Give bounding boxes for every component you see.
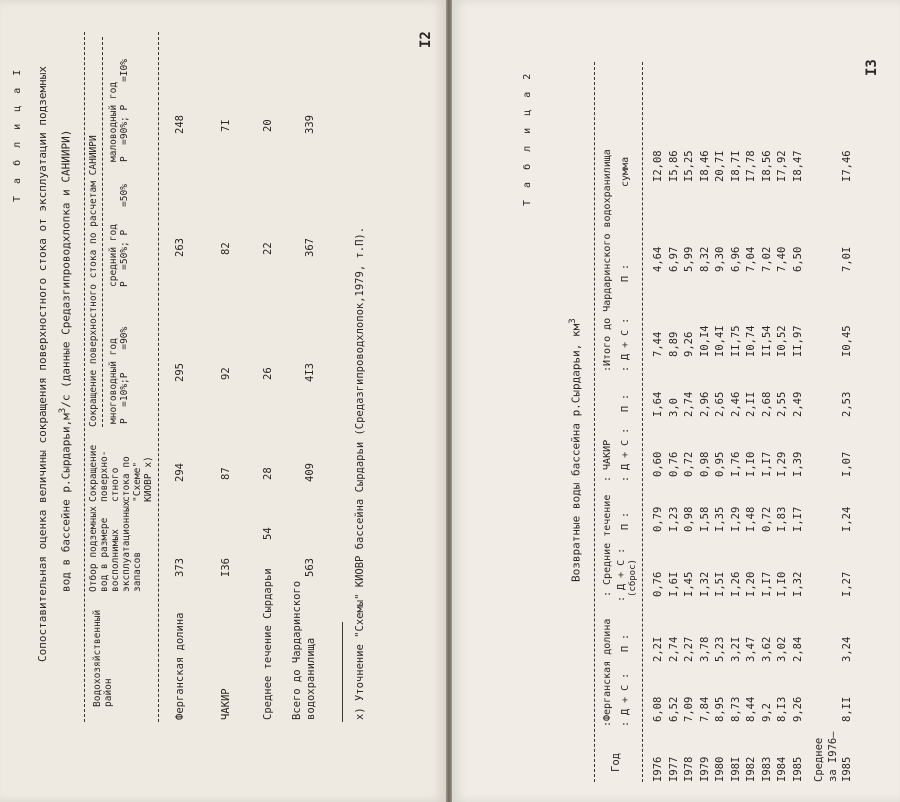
table2-avg-m-dc: I,27 [841, 571, 853, 597]
table2-title: Возвратные воды бассейна р.Сырдарьи, $км^3$ [568, 318, 583, 582]
table2-cell-m-dc: I,32 [791, 571, 804, 597]
table1-row3-name: Среднее течение Сырдарьи [262, 568, 274, 720]
table2-cell-c-dc: I,76 [729, 451, 742, 477]
table1-row1-dry: 248 [174, 115, 186, 134]
table2-cell-m-p: I,I7 [791, 506, 804, 532]
table2-cell-t-dc: II,54 [760, 325, 773, 357]
table2-cell-c-dc: I,I0 [745, 451, 757, 477]
table2-avg-t-dc: I0,45 [841, 325, 853, 357]
table2-cell-sum: 20,7I [714, 150, 726, 182]
table1-row3-mid: 22 [262, 242, 274, 255]
table1-row2-scheme: 87 [220, 467, 232, 480]
table2-cell-t-dc: 9,26 [683, 331, 695, 357]
table2-cell-sum: I5,86 [667, 150, 680, 182]
table1-row1-name: Ферганская долина [174, 612, 186, 720]
footnote-rule [342, 622, 343, 722]
table1-row3-wet: 26 [262, 367, 274, 380]
table2-cell-f-dc: 6,52 [667, 696, 680, 722]
table2-cell-t-dc: 8,89 [667, 331, 680, 357]
table2-cell-f-p: 2,27 [683, 636, 695, 662]
table2-cell-t-dc: I0,I4 [698, 325, 711, 357]
table2-cell-c-p: 2,49 [791, 391, 804, 417]
table2-header-chakir: : ЧАКИР [602, 439, 613, 482]
left-page [0, 0, 446, 802]
table2-cell-c-dc: I,29 [776, 451, 788, 477]
table2-cell-m-dc: I,I0 [776, 571, 788, 597]
table2-cell-t-p: 5,99 [683, 246, 695, 272]
table2-cell-c-dc: 0,72 [683, 451, 695, 477]
table1-header-sanir: Сокращение поверхностного стока по расчетам САНИИРИ [88, 135, 99, 427]
table2-cell-t-dc: I0,74 [745, 325, 757, 357]
table1-row4-wet: 4I3 [304, 363, 316, 382]
table2-sub-m-dc-note: (сброс) [628, 559, 638, 597]
table2-cell-m-dc: I,32 [698, 571, 711, 597]
table2-cell-f-dc: 9,2 [760, 703, 773, 722]
table2-cell-c-dc: I,39 [791, 451, 804, 477]
table2-cell-f-dc: 8,73 [729, 696, 742, 722]
table2-sub-f-p: П : [620, 633, 631, 652]
table2-cell-m-dc: I,I7 [760, 571, 773, 597]
table1-header-withdrawal: Отбор подземных вод в размере восполнимых эксплуатационных запасов [88, 500, 143, 592]
table1-row1-scheme: 294 [174, 463, 186, 482]
table2-cell-m-p: I,83 [776, 506, 788, 532]
table2-cell-m-p: 0,79 [652, 506, 664, 532]
table2-sub-f-dc: : Д + С : [620, 672, 631, 727]
table2-cell-f-p: 2,74 [667, 636, 680, 662]
table2-avg-c-p: 2,53 [841, 391, 853, 417]
table2-cell-f-p: 2,2I [652, 636, 664, 662]
table2-sub-t-p: П : [620, 263, 631, 282]
table1-row3-scheme: 28 [262, 467, 274, 480]
table2-avg-f-p: 3,24 [841, 636, 853, 662]
table2-cell-m-p: I,23 [667, 506, 680, 532]
left-page-number: I2 [418, 31, 434, 48]
table2-cell-year: I980 [714, 756, 726, 782]
table2-cell-c-p: 2,46 [729, 391, 742, 417]
table2-cell-year: I979 [698, 756, 711, 782]
table2-cell-t-dc: II,97 [791, 325, 804, 357]
table1-row2-mid: 82 [220, 242, 232, 255]
table2-cell-t-p: 6,50 [791, 246, 804, 272]
table1-sanir-rule [102, 37, 103, 427]
table2-cell-t-dc: 7,44 [652, 331, 664, 357]
table2-cell-t-p: 4,64 [652, 246, 664, 272]
table2-cell-m-dc: I,5I [714, 571, 726, 597]
table2-cell-year: I977 [667, 756, 680, 782]
table2-cell-year: I983 [760, 756, 773, 782]
table2-cell-c-p: 2,II [745, 391, 757, 417]
table2-cell-m-p: 0,72 [760, 506, 773, 532]
table2-cell-c-p: 2,74 [683, 391, 695, 417]
table1-row3-withdrawal: 54 [262, 527, 274, 540]
table2-cell-sum: I8,46 [698, 150, 711, 182]
table2-cell-m-p: 0,98 [683, 506, 695, 532]
table2-cell-f-dc: 6,08 [652, 696, 664, 722]
table1-row3-dry: 20 [262, 119, 274, 132]
table2-cell-c-p: 2,68 [760, 391, 773, 417]
table2-cell-year: I978 [683, 756, 695, 782]
table2-cell-sum: I8,56 [760, 150, 773, 182]
table1-row2-name: ЧАКИР [220, 688, 232, 720]
table1-title-line1: Сопоставительная оценка величины сокращения поверхностного стока от эксплуатации подземных [36, 65, 49, 662]
table2-cell-f-p: 3,78 [698, 636, 711, 662]
table1-header-rule [158, 32, 159, 722]
table2-avg-label: за I976– [827, 731, 839, 782]
table1-row4-withdrawal: 563 [304, 558, 316, 577]
table2-cell-sum: I7,78 [745, 150, 757, 182]
table2-header-middle: : Средние течение [602, 494, 613, 597]
table2-cell-m-dc: I,20 [745, 571, 757, 597]
table2-cell-c-dc: 0,76 [667, 451, 680, 477]
table2-cell-m-dc: I,45 [683, 571, 695, 597]
table2-cell-f-dc: 7,84 [698, 696, 711, 722]
table2-cell-f-p: 3,62 [760, 636, 773, 662]
table2-cell-c-dc: 0,95 [714, 451, 726, 477]
table2-cell-sum: I8,7I [729, 150, 742, 182]
table2-avg-c-dc: I,07 [841, 451, 853, 477]
table2-sub-c-dc: : Д + С : [620, 427, 631, 482]
table2-avg-label: I985 [841, 756, 853, 782]
table2-cell-t-dc: II,75 [729, 325, 742, 357]
table1-row1-withdrawal: 373 [174, 558, 186, 577]
table2-cell-year: I976 [652, 756, 664, 782]
table2-cell-m-dc: I,26 [729, 571, 742, 597]
table2-top-rule [594, 62, 595, 782]
table2-cell-t-p: 9,30 [714, 246, 726, 272]
table2-cell-t-p: 6,96 [729, 246, 742, 272]
table1-top-rule [84, 32, 85, 722]
table2-header-rule [642, 62, 643, 782]
table2-sub-m-p: П : [620, 511, 631, 530]
table2-cell-year: I98I [729, 756, 742, 782]
table1-footnote: x) Уточнение "Схемы" КИОВР бассейна Сырдарьи (Средазгипроводхлопок,1979, т.П). [354, 226, 366, 720]
table2-cell-m-dc: 0,76 [652, 571, 664, 597]
table2-cell-year: I982 [745, 756, 757, 782]
table2-cell-year: I985 [791, 756, 804, 782]
table2-cell-c-dc: I,I7 [760, 451, 773, 477]
table2-cell-year: I984 [776, 756, 788, 782]
table2-cell-sum: I7,92 [776, 150, 788, 182]
table2-cell-f-dc: 9,26 [791, 696, 804, 722]
table2-cell-c-dc: 0,60 [652, 451, 664, 477]
table2-cell-t-p: 7,40 [776, 246, 788, 272]
table1-row2-withdrawal: I36 [220, 558, 232, 577]
table2-cell-t-dc: I0,4I [714, 325, 726, 357]
right-page [452, 0, 900, 802]
table2-cell-m-p: I,48 [745, 506, 757, 532]
table2-cell-f-dc: 8,I3 [776, 696, 788, 722]
table2-header-total: :Итого до Чардаринского водохранилища [602, 149, 613, 372]
table1-row4-dry: 339 [304, 115, 316, 134]
table2-sub-c-p: П : [620, 393, 631, 412]
right-page-number: I3 [864, 59, 880, 76]
table1-row4-name: Всего до Чардаринского водохранилища [291, 580, 317, 720]
table2-avg-f-dc: 8,II [841, 696, 853, 722]
table1-row2-dry: 7I [220, 119, 232, 132]
table2-cell-f-p: 2,84 [791, 636, 804, 662]
table2-cell-c-p: 3,0 [667, 398, 680, 417]
right-page-content [452, 0, 900, 802]
table2-sub-sum: сумма [620, 156, 631, 187]
table1-title-line2: вод в бассейне $р.Сырдарьи,м^3/с$ (данные Средазгипроводхлопка и САНИИРИ) [58, 129, 73, 592]
table1-row4-scheme: 409 [304, 463, 316, 482]
table1-row1-mid: 263 [174, 238, 186, 257]
table2-sub-t-dc: : Д + С : [620, 317, 631, 372]
table2-cell-sum: I2,08 [652, 150, 664, 182]
table1-row1-wet: 295 [174, 363, 186, 382]
table1-header-dry: маловодный год P =90%; P =I0% [108, 59, 130, 162]
table2-cell-f-p: 3,2I [729, 636, 742, 662]
table2-sub-m-dc: : Д + С : [616, 547, 627, 602]
table2-cell-c-dc: 0,98 [698, 451, 711, 477]
table2-cell-c-p: I,64 [652, 391, 664, 417]
table2-header-year: Год [610, 753, 622, 772]
table2-caption: Т а б л и ц а 2 [522, 70, 533, 206]
table1-header-district: Водохозяйственный район [92, 609, 114, 707]
table1-row2-wet: 92 [220, 367, 232, 380]
table2-cell-f-p: 5,23 [714, 636, 726, 662]
table2-cell-sum: I5,25 [683, 150, 695, 182]
table1-caption: Т а б л и ц а I [12, 66, 23, 202]
table1-header-wet: многоводный год P =10%;P =90% [108, 326, 130, 424]
table2-avg-m-p: I,24 [841, 506, 853, 532]
table2-cell-c-p: 2,55 [776, 391, 788, 417]
table2-avg-t-p: 7,0I [841, 246, 853, 272]
table2-cell-f-dc: 8,95 [714, 696, 726, 722]
table2-cell-m-p: I,29 [729, 506, 742, 532]
table2-cell-c-p: 2,96 [698, 391, 711, 417]
table2-cell-f-p: 3,02 [776, 636, 788, 662]
table2-cell-t-p: 7,02 [760, 246, 773, 272]
table1-header-mid: средний год P =50%; P =50% [108, 184, 130, 287]
table2-cell-m-p: I,35 [714, 506, 726, 532]
table2-cell-m-dc: I,6I [667, 571, 680, 597]
table1-header-scheme: Сокращение поверхно- стного стока по "Схеме" КИОВР x) [88, 444, 154, 502]
table2-cell-t-p: 6,97 [667, 246, 680, 272]
table2-cell-f-p: 3,47 [745, 636, 757, 662]
table2-cell-m-p: I,58 [698, 506, 711, 532]
table2-avg-label: Среднее [813, 737, 825, 782]
table2-avg-sum: I7,46 [841, 150, 853, 182]
table2-cell-t-dc: I0,52 [776, 325, 788, 357]
table2-header-fergana: :Ферганская долина [602, 618, 613, 727]
table2-cell-c-p: 2,65 [714, 391, 726, 417]
table2-cell-f-dc: 8,44 [745, 696, 757, 722]
table2-cell-f-dc: 7,09 [683, 696, 695, 722]
table2-cell-t-p: 7,04 [745, 246, 757, 272]
table2-cell-sum: I8,47 [791, 150, 804, 182]
table2-cell-t-p: 8,32 [698, 246, 711, 272]
table1-row4-mid: 367 [304, 238, 316, 257]
left-page-content [0, 0, 446, 802]
